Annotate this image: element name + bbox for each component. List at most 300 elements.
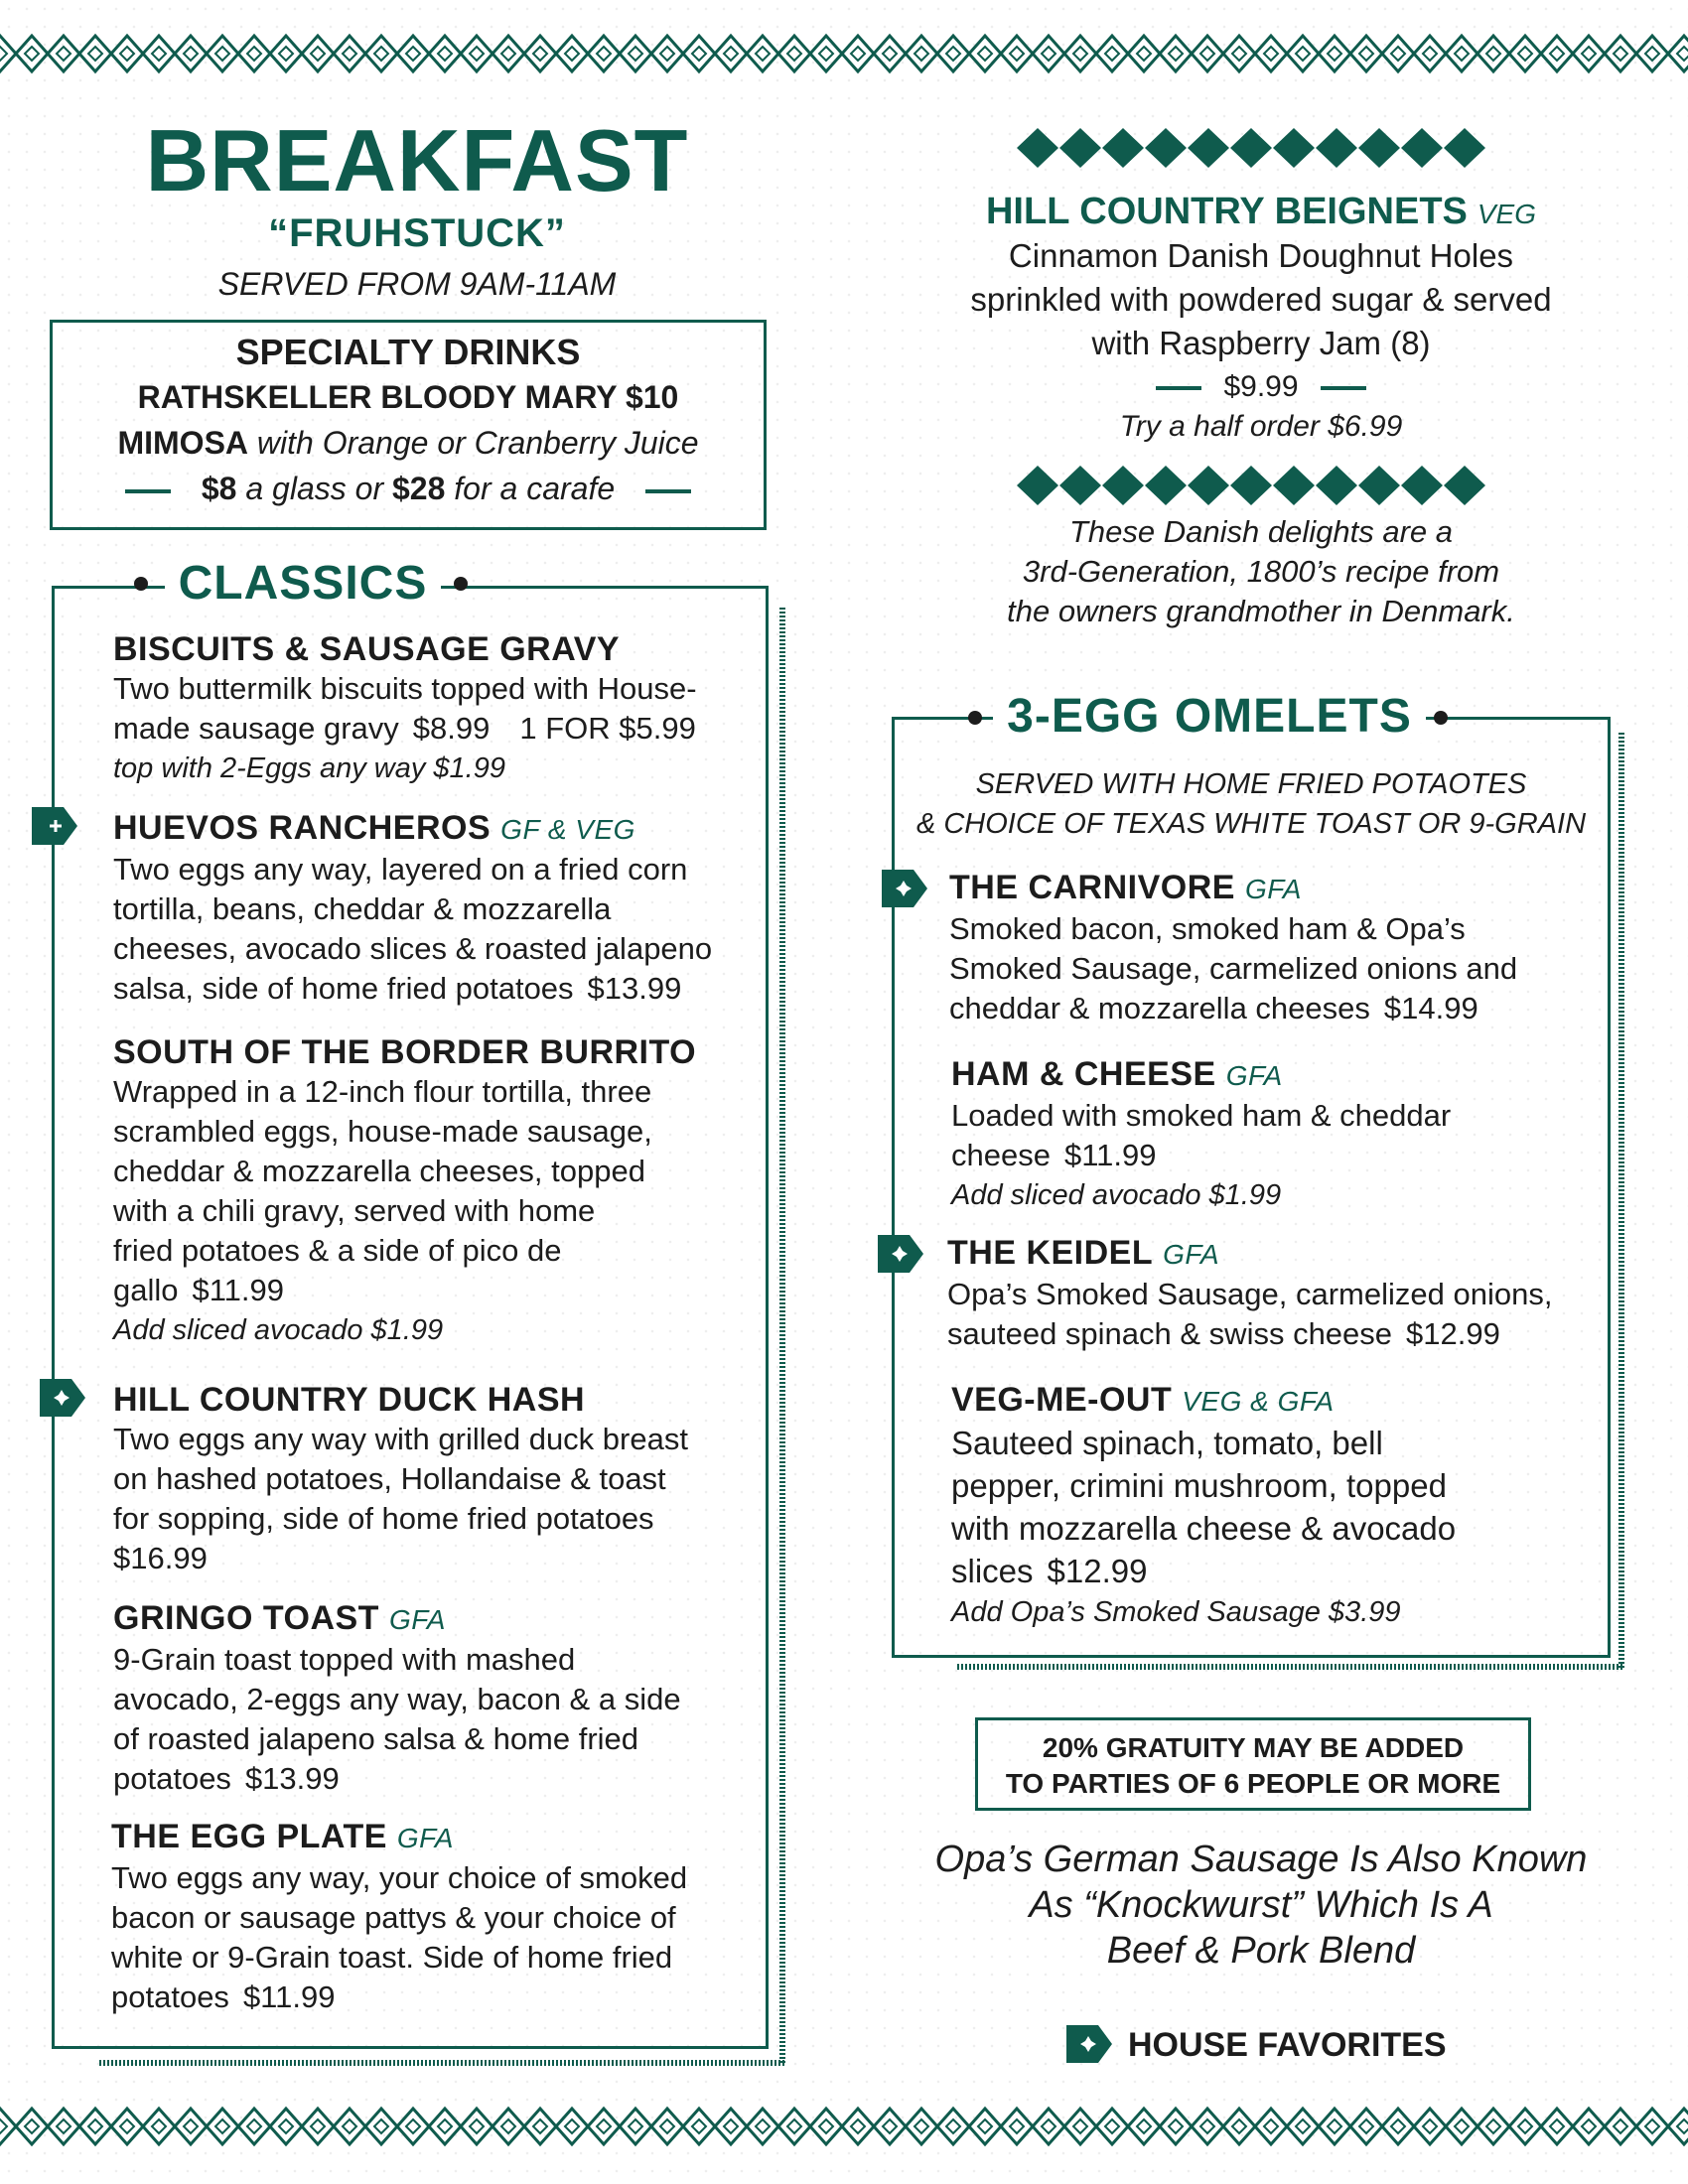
omelets-shadow-bottom xyxy=(957,1664,1624,1670)
border-diamond-inner xyxy=(660,2119,674,2133)
decor-diamond xyxy=(1401,466,1443,505)
sausage-note-line: As “Knockwurst” Which Is A xyxy=(1029,1884,1493,1926)
heading-dot xyxy=(1434,711,1448,725)
decor-diamond xyxy=(1059,466,1101,505)
glass-text: a glass or xyxy=(245,471,384,506)
decor-diamond xyxy=(1188,128,1229,168)
border-diamond-inner xyxy=(25,47,39,61)
decor-diamond xyxy=(1444,466,1485,505)
border-diamond xyxy=(906,36,937,71)
border-diamond xyxy=(747,36,778,71)
item-tag: GFA xyxy=(396,1823,454,1853)
border-diamond xyxy=(810,36,842,71)
border-diamond-inner xyxy=(311,47,325,61)
item-desc-line: bacon or sausage pattys & your choice of xyxy=(111,1900,676,1935)
border-diamond-inner xyxy=(1296,2119,1310,2133)
border-diamond-inner xyxy=(1200,2119,1214,2133)
border-diamond xyxy=(778,2109,810,2144)
border-diamond xyxy=(1064,2109,1096,2144)
border-diamond xyxy=(207,2109,238,2144)
border-diamond xyxy=(1414,2109,1446,2144)
border-diamond xyxy=(937,36,969,71)
bloody-mary-line: RATHSKELLER BLOODY MARY $10 xyxy=(137,379,679,415)
border-diamond-inner xyxy=(533,47,547,61)
border-diamond xyxy=(1573,2109,1605,2144)
border-diamond-inner xyxy=(1264,2119,1278,2133)
border-diamond xyxy=(651,36,683,71)
beignets-name: HILL COUNTRY BEIGNETS xyxy=(985,191,1468,232)
border-diamond xyxy=(302,2109,334,2144)
border-diamond-inner xyxy=(597,47,611,61)
border-diamond-inner xyxy=(501,47,515,61)
border-diamond xyxy=(715,36,747,71)
item-desc-line: white or 9-Grain toast. Side of home fried xyxy=(111,1940,673,1975)
border-diamond xyxy=(524,36,556,71)
border-diamond-inner xyxy=(406,2119,420,2133)
gratuity-box xyxy=(975,1717,1531,1811)
border-diamond xyxy=(588,2109,620,2144)
item-extra: Add Opa’s Smoked Sausage $3.99 xyxy=(951,1596,1401,1628)
decor-diamond xyxy=(1273,466,1315,505)
border-diamond xyxy=(365,36,397,71)
border-diamond xyxy=(175,2109,207,2144)
beignets-title-line xyxy=(874,189,1648,237)
decor-diamond xyxy=(1059,128,1101,168)
border-diamond xyxy=(906,2109,937,2144)
border-diamond xyxy=(1509,2109,1541,2144)
decor-diamond xyxy=(1188,466,1229,505)
border-diamond-inner xyxy=(756,47,770,61)
item-desc-line: cheddar & mozzarella cheeses, topped xyxy=(113,1154,645,1188)
border-diamond-inner xyxy=(215,2119,229,2133)
border-diamond-inner xyxy=(1582,2119,1596,2133)
border-diamond xyxy=(429,2109,461,2144)
diamond-row-bottom xyxy=(1017,463,1487,508)
item-name: SOUTH OF THE BORDER BURRITO xyxy=(113,1033,697,1071)
border-diamond xyxy=(1096,36,1128,71)
house-favorite-icon xyxy=(40,1379,85,1417)
gratuity-line: TO PARTIES OF 6 PEOPLE OR MORE xyxy=(1005,1768,1501,1799)
item-extra-price: 1 FOR $5.99 xyxy=(519,711,696,746)
border-diamond-inner xyxy=(1073,2119,1087,2133)
border-diamond-inner xyxy=(978,47,992,61)
decor-diamond xyxy=(1017,128,1058,168)
mimosa-name: MIMOSA xyxy=(117,425,249,461)
menu-item-ham-cheese xyxy=(951,1054,1607,1215)
border-diamond-inner xyxy=(756,2119,770,2133)
border-diamond-inner xyxy=(1550,2119,1564,2133)
border-diamond xyxy=(1605,2109,1636,2144)
border-diamond-inner xyxy=(247,2119,261,2133)
border-diamond xyxy=(1001,2109,1033,2144)
sausage-note xyxy=(874,1837,1648,1974)
item-name: HUEVOS RANCHEROS xyxy=(113,809,492,847)
decor-diamond xyxy=(1444,128,1485,168)
border-diamond-inner xyxy=(1582,47,1596,61)
border-diamond xyxy=(556,36,588,71)
beignets-price: $9.99 xyxy=(1223,370,1299,403)
border-diamond-inner xyxy=(946,2119,960,2133)
item-desc-line xyxy=(113,1759,749,1799)
border-diamond-inner xyxy=(724,47,738,61)
item-desc-text: salsa, side of home fried potatoes xyxy=(113,971,574,1006)
border-diamond-inner xyxy=(215,47,229,61)
border-diamond xyxy=(715,2109,747,2144)
border-diamond xyxy=(1128,36,1160,71)
item-desc-text: potatoes xyxy=(111,1979,229,2014)
border-diamond-inner xyxy=(851,2119,865,2133)
border-diamond-inner xyxy=(724,2119,738,2133)
top-border xyxy=(0,30,1688,77)
carafe-text: for a carafe xyxy=(454,471,616,506)
border-diamond xyxy=(1255,2109,1287,2144)
mimosa-line xyxy=(53,420,764,466)
border-diamond xyxy=(16,2109,48,2144)
item-price: $8.99 xyxy=(412,711,491,746)
border-diamond xyxy=(651,2109,683,2144)
item-name: HAM & CHEESE xyxy=(951,1055,1216,1093)
omelets-served-line: SERVED WITH HOME FRIED POTAOTES xyxy=(975,768,1527,800)
border-diamond xyxy=(492,2109,524,2144)
border-diamond-inner xyxy=(501,2119,515,2133)
border-diamond-inner xyxy=(1010,47,1024,61)
item-desc-line: Smoked bacon, smoked ham & Opa’s xyxy=(949,911,1466,946)
border-diamond xyxy=(1541,2109,1573,2144)
border-diamond xyxy=(397,2109,429,2144)
border-diamond xyxy=(48,36,79,71)
border-diamond xyxy=(16,36,48,71)
border-diamond-inner xyxy=(343,2119,356,2133)
heading-dot xyxy=(968,711,982,725)
border-diamond-inner xyxy=(1614,47,1627,61)
border-diamond-inner xyxy=(787,47,801,61)
item-desc-line xyxy=(949,989,1605,1028)
border-diamond-inner xyxy=(978,2119,992,2133)
decor-diamond xyxy=(1358,466,1400,505)
border-diamond xyxy=(778,36,810,71)
item-price: $14.99 xyxy=(1383,991,1478,1025)
item-desc-line xyxy=(113,709,749,749)
omelets-heading-text: 3-EGG OMELETS xyxy=(993,690,1426,743)
glass-price: $8 xyxy=(201,471,237,506)
border-diamond xyxy=(1255,36,1287,71)
beignets-desc xyxy=(874,234,1648,365)
item-extra: top with 2-Eggs any way $1.99 xyxy=(113,752,505,784)
border-diamond xyxy=(1414,36,1446,71)
border-diamond xyxy=(620,36,651,71)
item-desc-line: with mozzarella cheese & avocado xyxy=(951,1510,1457,1547)
border-diamond xyxy=(1350,36,1382,71)
border-diamond-inner xyxy=(565,47,579,61)
border-diamond-inner xyxy=(406,47,420,61)
beignets-price-line xyxy=(874,367,1648,407)
specialty-drinks-heading: SPECIALTY DRINKS xyxy=(235,332,581,372)
border-diamond-inner xyxy=(0,47,7,61)
border-diamond xyxy=(111,2109,143,2144)
border-diamond xyxy=(1605,36,1636,71)
beignets-note xyxy=(874,512,1648,631)
border-diamond-inner xyxy=(1550,47,1564,61)
menu-item-burrito xyxy=(113,1032,749,1350)
border-diamond-inner xyxy=(1423,2119,1437,2133)
border-diamond-inner xyxy=(1518,2119,1532,2133)
border-diamond-inner xyxy=(184,2119,198,2133)
border-diamond-inner xyxy=(1137,47,1151,61)
border-diamond xyxy=(143,2109,175,2144)
border-diamond xyxy=(175,36,207,71)
border-diamond xyxy=(143,36,175,71)
beignets-note-line: the owners grandmother in Denmark. xyxy=(1007,594,1515,628)
decor-diamond xyxy=(1401,128,1443,168)
border-diamond xyxy=(1446,2109,1477,2144)
decor-diamond xyxy=(1358,128,1400,168)
item-name: HILL COUNTRY DUCK HASH xyxy=(113,1381,586,1419)
border-diamond xyxy=(1382,36,1414,71)
border-diamond xyxy=(747,2109,778,2144)
item-desc-text: sauteed spinach & swiss cheese xyxy=(947,1316,1393,1351)
border-diamond xyxy=(969,2109,1001,2144)
decor-diamond xyxy=(1230,466,1272,505)
item-price: $11.99 xyxy=(242,1979,336,2014)
border-diamond xyxy=(842,36,874,71)
item-desc-line: avocado, 2-eggs any way, bacon & a side xyxy=(113,1682,681,1716)
specialty-drinks-box xyxy=(50,320,767,530)
border-diamond-inner xyxy=(57,47,70,61)
border-diamond-inner xyxy=(787,2119,801,2133)
border-diamond xyxy=(334,36,365,71)
border-diamond xyxy=(79,2109,111,2144)
border-diamond xyxy=(1223,2109,1255,2144)
item-desc-line: fried potatoes & a side of pico de xyxy=(113,1233,562,1268)
border-diamond-inner xyxy=(1200,47,1214,61)
heading-dot xyxy=(134,577,148,591)
border-diamond-inner xyxy=(374,2119,388,2133)
border-diamond xyxy=(1382,2109,1414,2144)
border-diamond xyxy=(1001,36,1033,71)
border-diamond xyxy=(1319,2109,1350,2144)
item-desc-line: of roasted jalapeno salsa & home fried xyxy=(113,1721,639,1756)
border-diamond xyxy=(1064,36,1096,71)
border-diamond xyxy=(1160,36,1192,71)
border-diamond xyxy=(461,2109,492,2144)
item-desc-text: gallo xyxy=(113,1273,179,1307)
item-desc-line xyxy=(951,1136,1607,1175)
item-desc-text: cheese xyxy=(951,1138,1051,1172)
menu-item-veg-me-out xyxy=(951,1380,1607,1632)
item-price: $13.99 xyxy=(587,971,682,1006)
border-diamond-inner xyxy=(152,47,166,61)
border-diamond-inner xyxy=(1264,47,1278,61)
border-diamond xyxy=(429,36,461,71)
item-desc-line xyxy=(951,1550,1607,1592)
border-diamond xyxy=(874,2109,906,2144)
border-diamond-inner xyxy=(851,47,865,61)
border-diamond-inner xyxy=(883,2119,897,2133)
omelets-shadow-right xyxy=(1618,733,1624,1668)
border-diamond-inner xyxy=(533,2119,547,2133)
border-diamond-inner xyxy=(88,47,102,61)
divider-dash xyxy=(125,489,171,493)
item-desc-line: cheeses, avocado slices & roasted jalapeno xyxy=(113,931,713,966)
border-diamond-inner xyxy=(1391,47,1405,61)
border-diamond xyxy=(842,2109,874,2144)
omelets-served xyxy=(892,764,1611,844)
border-diamond xyxy=(1128,2109,1160,2144)
border-diamond xyxy=(1573,36,1605,71)
border-diamond xyxy=(334,2109,365,2144)
beignets-desc-line: sprinkled with powdered sugar & served xyxy=(970,281,1552,318)
served-hours: SERVED FROM 9AM-11AM xyxy=(217,266,617,302)
border-diamond xyxy=(874,36,906,71)
border-diamond-inner xyxy=(660,47,674,61)
item-desc-line xyxy=(113,1271,749,1310)
border-diamond-inner xyxy=(692,2119,706,2133)
classics-heading-text: CLASSICS xyxy=(165,557,442,610)
decor-diamond xyxy=(1273,128,1315,168)
item-name: THE CARNIVORE xyxy=(949,869,1235,906)
house-favorite-icon xyxy=(1066,2025,1112,2063)
border-diamond-inner xyxy=(1137,2119,1151,2133)
border-diamond xyxy=(1192,36,1223,71)
border-diamond xyxy=(1477,2109,1509,2144)
house-favorite-icon xyxy=(32,807,77,845)
item-extra: Add sliced avocado $1.99 xyxy=(113,1314,444,1346)
border-diamond xyxy=(937,2109,969,2144)
decor-diamond xyxy=(1230,128,1272,168)
border-diamond-inner xyxy=(1677,47,1688,61)
bottom-border xyxy=(0,2103,1688,2150)
classics-heading xyxy=(159,556,447,611)
border-diamond xyxy=(1033,36,1064,71)
item-desc-line: scrambled eggs, house-made sausage, xyxy=(113,1114,652,1149)
diamond-row-top xyxy=(1017,125,1487,171)
border-diamond-inner xyxy=(1073,47,1087,61)
item-name: THE EGG PLATE xyxy=(111,1818,387,1855)
decor-diamond xyxy=(1316,466,1357,505)
beignets-half-order: Try a half order $6.99 xyxy=(1119,410,1403,443)
border-diamond xyxy=(238,36,270,71)
border-diamond-inner xyxy=(120,47,134,61)
item-desc-line: Sauteed spinach, tomato, bell xyxy=(951,1425,1383,1461)
border-diamond-inner xyxy=(470,47,484,61)
house-favorite-icon xyxy=(878,1235,923,1273)
item-desc-line: Two eggs any way, layered on a fried corn xyxy=(113,852,688,887)
item-desc-line xyxy=(111,1978,747,2017)
item-desc-line: tortilla, beans, cheddar & mozzarella xyxy=(113,891,612,926)
border-diamond xyxy=(79,36,111,71)
page-title: BREAKFAST xyxy=(145,111,689,209)
border-diamond-inner xyxy=(1042,2119,1055,2133)
border-diamond-inner xyxy=(1486,47,1500,61)
sausage-note-line: Beef & Pork Blend xyxy=(1106,1930,1416,1972)
border-diamond xyxy=(810,2109,842,2144)
border-diamond-inner xyxy=(1169,47,1183,61)
item-price: $12.99 xyxy=(1406,1316,1500,1351)
border-diamond xyxy=(1636,36,1668,71)
item-desc-line: Opa’s Smoked Sausage, carmelized onions, xyxy=(947,1277,1553,1311)
decor-diamond xyxy=(1017,466,1058,505)
border-diamond-inner xyxy=(247,47,261,61)
border-diamond xyxy=(492,36,524,71)
item-desc-line: with a chili gravy, served with home xyxy=(113,1193,596,1228)
item-name: VEG-ME-OUT xyxy=(951,1381,1173,1419)
omelets-served-line: & CHOICE OF TEXAS WHITE TOAST OR 9-GRAIN xyxy=(915,808,1587,840)
item-desc-line: on hashed potatoes, Hollandaise & toast xyxy=(113,1461,666,1496)
sausage-note-line: Opa’s German Sausage Is Also Known xyxy=(934,1839,1588,1880)
border-diamond-inner xyxy=(1328,47,1341,61)
border-diamond-inner xyxy=(1359,47,1373,61)
border-diamond-inner xyxy=(629,2119,642,2133)
item-desc-text: potatoes xyxy=(113,1761,231,1796)
item-name: THE KEIDEL xyxy=(947,1234,1154,1272)
border-diamond-inner xyxy=(1391,2119,1405,2133)
border-diamond-inner xyxy=(1455,47,1469,61)
item-tag: GFA xyxy=(1163,1239,1220,1270)
border-diamond xyxy=(1477,36,1509,71)
divider-dash xyxy=(645,489,691,493)
border-diamond-inner xyxy=(565,2119,579,2133)
menu-item-huevos-rancheros xyxy=(113,808,749,1009)
border-diamond-inner xyxy=(25,2119,39,2133)
divider-dash xyxy=(1156,386,1201,390)
item-desc-line: Smoked Sausage, carmelized onions and xyxy=(949,951,1518,986)
border-diamond xyxy=(524,2109,556,2144)
border-diamond-inner xyxy=(597,2119,611,2133)
beignets-note-line: These Danish delights are a xyxy=(1068,514,1453,549)
border-diamond-inner xyxy=(1677,2119,1688,2133)
border-diamond-inner xyxy=(1105,47,1119,61)
item-price: $11.99 xyxy=(192,1273,285,1307)
border-diamond xyxy=(270,36,302,71)
border-diamond xyxy=(1541,36,1573,71)
border-diamond-inner xyxy=(1455,2119,1469,2133)
carafe-price: $28 xyxy=(391,471,446,506)
border-diamond xyxy=(365,2109,397,2144)
item-price: $11.99 xyxy=(1063,1138,1157,1172)
border-diamond xyxy=(397,36,429,71)
beignets-desc-line: with Raspberry Jam (8) xyxy=(1091,325,1431,361)
item-desc-line: Two buttermilk biscuits topped with House- xyxy=(113,671,697,706)
border-diamond xyxy=(969,36,1001,71)
border-diamond-inner xyxy=(0,2119,7,2133)
border-diamond-inner xyxy=(1359,2119,1373,2133)
item-desc-line xyxy=(947,1314,1603,1354)
border-diamond-inner xyxy=(1296,47,1310,61)
border-diamond xyxy=(1287,36,1319,71)
border-diamond xyxy=(48,2109,79,2144)
border-diamond-inner xyxy=(311,2119,325,2133)
border-diamond-inner xyxy=(184,47,198,61)
border-diamond xyxy=(461,36,492,71)
border-diamond xyxy=(1033,2109,1064,2144)
border-diamond xyxy=(588,36,620,71)
border-diamond-inner xyxy=(1486,2119,1500,2133)
item-desc-text: cheddar & mozzarella cheeses xyxy=(949,991,1370,1025)
border-diamond-inner xyxy=(279,47,293,61)
mimosa-desc: with Orange or Cranberry Juice xyxy=(256,425,699,461)
item-desc-text: made sausage gravy xyxy=(113,711,399,746)
border-diamond-inner xyxy=(946,47,960,61)
legend-label: HOUSE FAVORITES xyxy=(1128,2026,1447,2064)
menu-item-gringo-toast xyxy=(113,1598,749,1799)
border-diamond-inner xyxy=(1518,47,1532,61)
item-price: $13.99 xyxy=(244,1761,340,1796)
border-diamond xyxy=(302,36,334,71)
decor-diamond xyxy=(1102,128,1144,168)
item-price: $16.99 xyxy=(113,1541,208,1575)
border-diamond-inner xyxy=(279,2119,293,2133)
item-tag: VEG & GFA xyxy=(1182,1386,1335,1417)
